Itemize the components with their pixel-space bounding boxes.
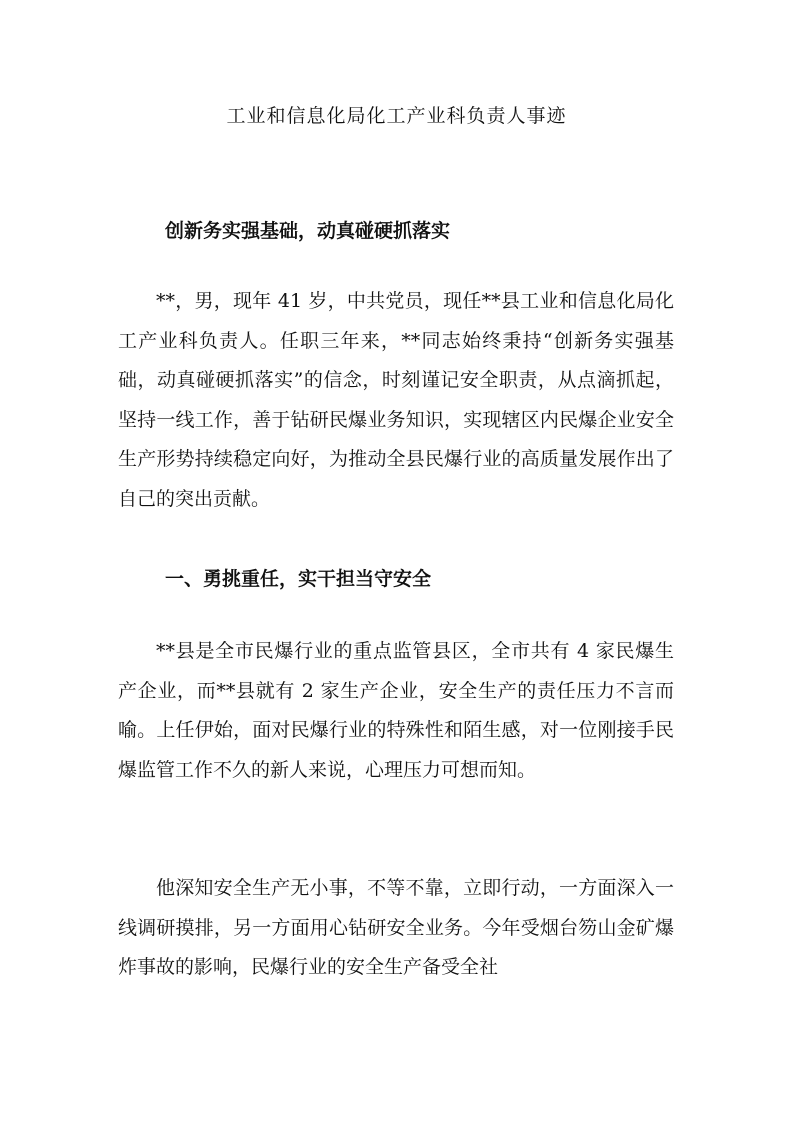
intro-paragraph: **，男，现年 41 岁，中共党员，现任**县工业和信息化局化工产业科负责人。任职三年来，**同志始终秉持“创新务实强基础，动真碰硬抓落实”的信念，时刻谨记安全职责，从点滴抓起，坚持一线工作，善于钻研民爆业务知识，实现辖区内民爆企业安全生产形势持续稳定向好，为推动全县民爆行业的高质量发展作出了自己的突出贡献。: [118, 290, 674, 510]
document-title: 工业和信息化局化工产业科负责人事迹: [226, 105, 567, 127]
section-one-heading: 一、勇挑重任，实干担当守安全: [165, 568, 432, 590]
section-one-paragraph-2: 他深知安全生产无小事，不等不靠，立即行动，一方面深入一线调研摸排，另一方面用心钻研安全业务。今年受烟台笏山金矿爆炸事故的影响，民爆行业的安全生产备受全社: [118, 877, 674, 978]
section-one-paragraph-1: **县是全市民爆行业的重点监管县区，全市共有 4 家民爆生产企业，而**县就有 2 家生产企业，安全生产的责任压力不言而喻。上任伊始，面对民爆行业的特殊性和陌生感，对一位刚接手民爆监管工作不久的新人来说，心理压力可想而知。: [118, 640, 674, 781]
document-subtitle: 创新务实强基础，动真碰硬抓落实: [165, 220, 451, 242]
